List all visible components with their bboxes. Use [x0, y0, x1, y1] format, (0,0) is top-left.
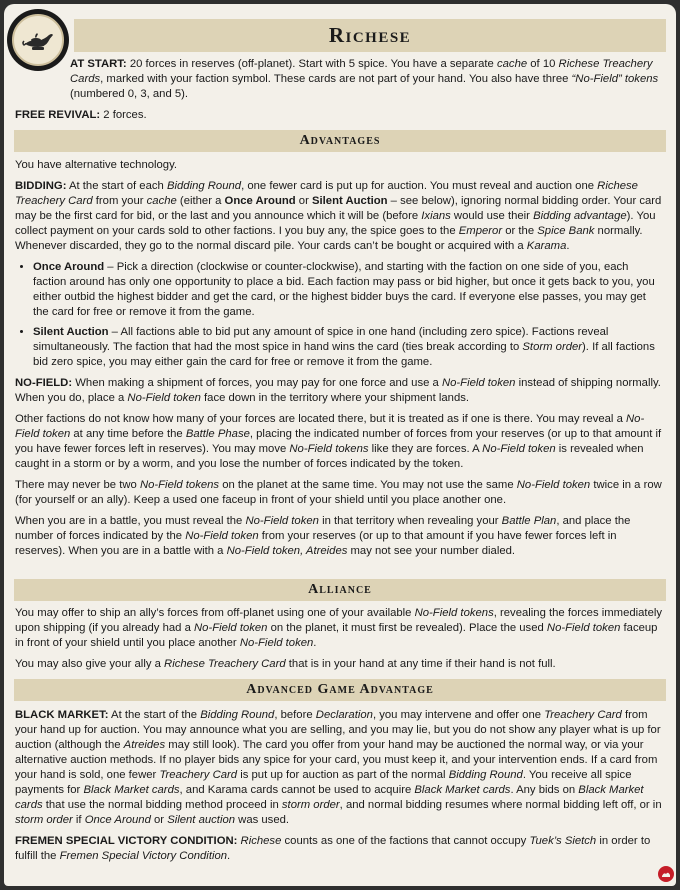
free-revival-block [15, 108, 663, 129]
list-item-silent-auction: • Silent Auction – All factions able to bid put any amount of spice in one hand (including zero spice). Factions reveal simultaneously. The faction that had the most spice in hand wins the card (ties break according to Storm order). If all factions bid zero spice, you may either gain the card for free or remove it from the game. [33, 325, 663, 370]
title-bar [74, 19, 666, 52]
faction-logo [7, 9, 69, 71]
no-field-other-factions-paragraph: Other factions do not know how many of your forces are located there, but it is treated as if one is there. You may reveal a No-Field token at any time before the Battle Phase, placing the indicated number of forces from your reserves (or up to that amount if you have fewer forces left in reserves). You may move No-Field tokens like they are forces. A No-Field token is revealed when caught in a storm or by a worm, and you lose the number of forces indicated by the token. [15, 413, 662, 470]
faction-sheet [4, 4, 676, 886]
list-item-once-around: • Once Around – Pick a direction (clockwise or counter-clockwise), and starting with the faction on one side of you, each faction around has only one opportunity to place a bid. Each faction may pass or bid higher, but once it gets back to you, you either outbid the highest bidder and get the card, or the highest bidder buys the card. If everyone else passes, you may get the card for free or remove it from the game. [33, 260, 663, 320]
alliance-paragraph-1: You may offer to ship an ally’s forces from off-planet using one of your available No-Field tokens, revealing the forces immediately upon shipping (if you already had a No-Field token on the planet, it must first be revealed). Place the used No-Field token faceup in front of your shield until you place another No-Field token. [15, 607, 663, 649]
free-revival-paragraph: FREE REVIVAL: 2 forces. [15, 109, 147, 121]
no-field-never-two-paragraph: There may never be two No-Field tokens on the planet at the same time. You may not use the same No-Field token twice in a row (for yourself or an ally). Keep a used one faceup in front of your shield until you place another one. [15, 479, 662, 506]
alliance-body [15, 606, 663, 678]
page-title: Richese [328, 23, 412, 47]
bidding-paragraph: BIDDING: At the start of each Bidding Round, one fewer card is put up for auction. You must reveal and auction one Richese Treachery Card from your cache (either a Once Around or Silent Auction – see below), ignoring normal bidding order. Your card may be the first card for bid, or the last and you announce which it will be (before Ixians would use their Bidding advantage). You collect payment on your cards sold to other factions. I you buy any, the spice goes to the Emperor or the Spice Bank normally. Whenever discarded, they go to the normal discard pile. Your cards can’t be bought or acquired with a Karama. [15, 180, 662, 252]
advantages-body [15, 158, 663, 565]
at-start-block [70, 57, 664, 108]
advantages-intro: You have alternative technology. [15, 159, 178, 171]
no-field-paragraph: NO-FIELD: When making a shipment of forces, you may pay for one force and use a No-Field token instead of shipping normally. When you do, place a No-Field token face down in the territory where your shipment lands. [15, 377, 661, 404]
black-market-paragraph: BLACK MARKET: At the start of the Bidding Round, before Declaration, you may intervene and offer one Treachery Card from your hand up for auction. You may announce what you are selling, and you may lie, but you do not show any player what is up for auction (although the Atreides may still look). The card you offer from your hand may be auctioned the normal way, or via your alternative auction methods. If no player bids any spice for your card, you must keep it, and your intervention ends. If a card from your hand is sold, one fewer Treachery Card is put up for auction as part of the normal Bidding Round. You receive all spice payments for Black Market cards, and Karama cards cannot be used to acquire Black Market cards. Any bids on Black Market cards that use the normal bidding method proceed in storm order, and normal bidding resumes where normal bidding left off, or in storm order if Once Around or Silent auction was used. [15, 709, 662, 826]
section-header-advantages: Advantages [14, 130, 666, 152]
section-header-alliance: Alliance [14, 579, 666, 601]
fremen-victory-paragraph: FREMEN SPECIAL VICTORY CONDITION: Richese counts as one of the factions that cannot occupy Tuek’s Sietch in order to fulfill the Fremen Special Victory Condition. [15, 835, 651, 862]
alliance-paragraph-2: You may also give your ally a Richese Treachery Card that is in your hand at any time if their hand is not full. [15, 658, 556, 670]
auction-method-list [15, 260, 663, 370]
section-header-advanced-game: Advanced Game Advantage [14, 679, 666, 701]
dune-badge-icon [658, 866, 674, 882]
advanced-body [15, 708, 663, 870]
lamp-icon [12, 14, 64, 66]
no-field-battle-paragraph: When you are in a battle, you must reveal the No-Field token in that territory when revealing your Battle Plan, and place the number of forces indicated by the No-Field token from your reserves (or up to that amount if you have fewer forces left in reserves). When you are in a battle with a No-Field token, Atreides may not see your number dialed. [15, 515, 631, 557]
at-start-paragraph: AT START: 20 forces in reserves (off-planet). Start with 5 spice. You have a separate cache of 10 Richese Treachery Cards, marked with your faction symbol. These cards are not part of your hand. You also have three “No-Field” tokens (numbered 0, 3, and 5). [70, 58, 659, 100]
